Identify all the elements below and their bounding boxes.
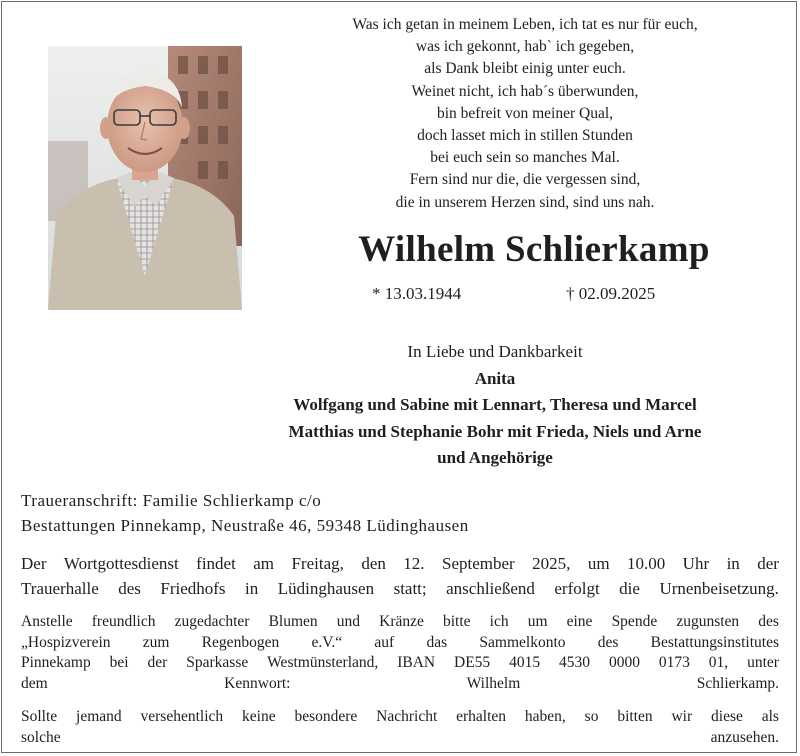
word: keine [242,708,276,725]
word: bitten [617,708,653,725]
word: Friedhofs [160,579,226,598]
word: bei [109,654,129,671]
word: Bestattungsinstitutes [650,633,779,651]
word: als [761,708,779,725]
poem-line: Was ich getan in meinem Leben, ich tat es nur für euch, [352,16,698,33]
donation-line [21,653,779,674]
word: 0173 [658,654,690,671]
poem-line: Fern sind nur die, die vergessen sind, [409,171,641,189]
word: der [147,654,168,671]
word: Trauerhalle [21,579,99,598]
word: und [336,613,361,630]
service-info [21,551,779,601]
death-date: † 02.09.2025 [566,284,656,303]
word: Pinnekamp [21,654,91,671]
deceased-name: Wilhelm Schlierkamp [358,229,710,270]
word: der [757,554,779,573]
word: versehentlich [140,708,224,725]
word: 2025, [532,554,571,573]
word: anschließend [446,579,535,598]
word: besondere [294,708,358,725]
word: Freitag, [291,554,344,573]
donation-request [21,612,779,694]
word: Regenbogen [201,633,280,651]
birth-date: * 13.03.1944 [372,284,462,303]
word: um [587,554,610,573]
word: 4015 [509,654,541,671]
word: 10.00 [626,554,666,573]
word: Spende [611,613,658,630]
word: Sammelkonto [479,633,566,651]
word: September [441,554,515,573]
word: um [527,613,548,630]
word: des [758,613,779,630]
word: zugunsten [676,613,740,630]
poem-line: bin befreit von meiner Qual, [436,104,614,122]
word: Der [21,554,47,573]
word: 4530 [559,654,591,671]
notice-line: solche anzusehen. [21,728,779,746]
mourner-line: und Angehörige [437,448,553,467]
word: so [584,708,599,725]
word: DE55 [454,654,491,671]
word: die [619,579,640,598]
word: Urnenbeisetzung. [659,579,779,598]
word: IBAN [397,654,436,671]
word: eine [566,613,593,630]
word: Sollte [21,708,58,725]
word: Westmünsterland, [267,654,379,671]
donation-line [21,633,779,654]
word: des [118,579,141,598]
word: ich [489,613,509,630]
word: bitte [442,613,471,630]
word: Kränze [379,613,424,630]
poem-line: doch lasset mich in stillen Stunden [417,127,633,145]
poem-line: bei euch sein so manches Mal. [430,149,620,167]
mourner-line: Wolfgang und Sabine mit Lennart, Theresa und Marcel [293,395,697,414]
word: Nachricht [376,708,438,725]
mourners-block [190,339,800,472]
service-line [21,576,779,601]
word: Anstelle [21,613,73,630]
word: 12. [403,554,425,573]
word: 0000 [608,654,640,671]
word: Wortgottesdienst [63,554,179,573]
poem-line: Weinet nicht, ich hab´s überwunden, [411,82,639,100]
mourners-intro: In Liebe und Dankbarkeit [407,342,583,361]
word: zum [142,633,170,651]
mourner-line: Matthias und Stephanie Bohr mit Frieda, Niels und Arne [288,421,702,441]
mourner-line: Anita [474,368,516,388]
memorial-poem [260,14,790,214]
word: wir [671,708,693,725]
word: jemand [76,708,122,725]
poem-line: die in unserem Herzen sind, sind uns nah. [395,193,655,211]
word: statt; [393,579,427,598]
word: erhalten [456,708,507,725]
donation-line: dem Kennwort: Wilhelm Schlierkamp. [21,674,779,692]
portrait-photo [48,46,242,310]
address-line: Bestattungen Pinnekamp, Neustraße 46, 59348 Lüdinghausen [21,516,469,535]
notice-line [21,707,779,728]
donation-line [21,612,779,633]
word: in [726,554,740,573]
word: unter [747,654,779,671]
service-line [21,551,779,576]
poem-line: was ich gekonnt, hab` ich gegeben, [415,38,635,56]
word: in [245,579,259,598]
word: den [361,554,386,573]
word: „Hospizverein [21,633,111,651]
word: diese [711,708,743,725]
word: Uhr [682,554,710,573]
mourning-address [21,488,469,538]
word: am [253,554,275,573]
word: des [597,633,619,651]
word: Blumen [268,613,318,630]
word: das [426,633,448,651]
word: 01, [708,654,729,671]
notice-text [21,707,779,748]
word: findet [196,554,236,573]
address-line: Traueranschrift: Familie Schlierkamp c/o [21,491,322,510]
poem-line: als Dank bleibt einig unter euch. [424,60,626,78]
word: Lüdinghausen [277,579,375,598]
word: erfolgt [554,579,600,598]
word: Sparkasse [186,654,249,671]
word: haben, [524,708,566,725]
word: e.V.“ [311,633,343,651]
word: zugedachter [174,613,250,630]
word: freundlich [91,613,156,630]
word: auf [374,633,395,651]
